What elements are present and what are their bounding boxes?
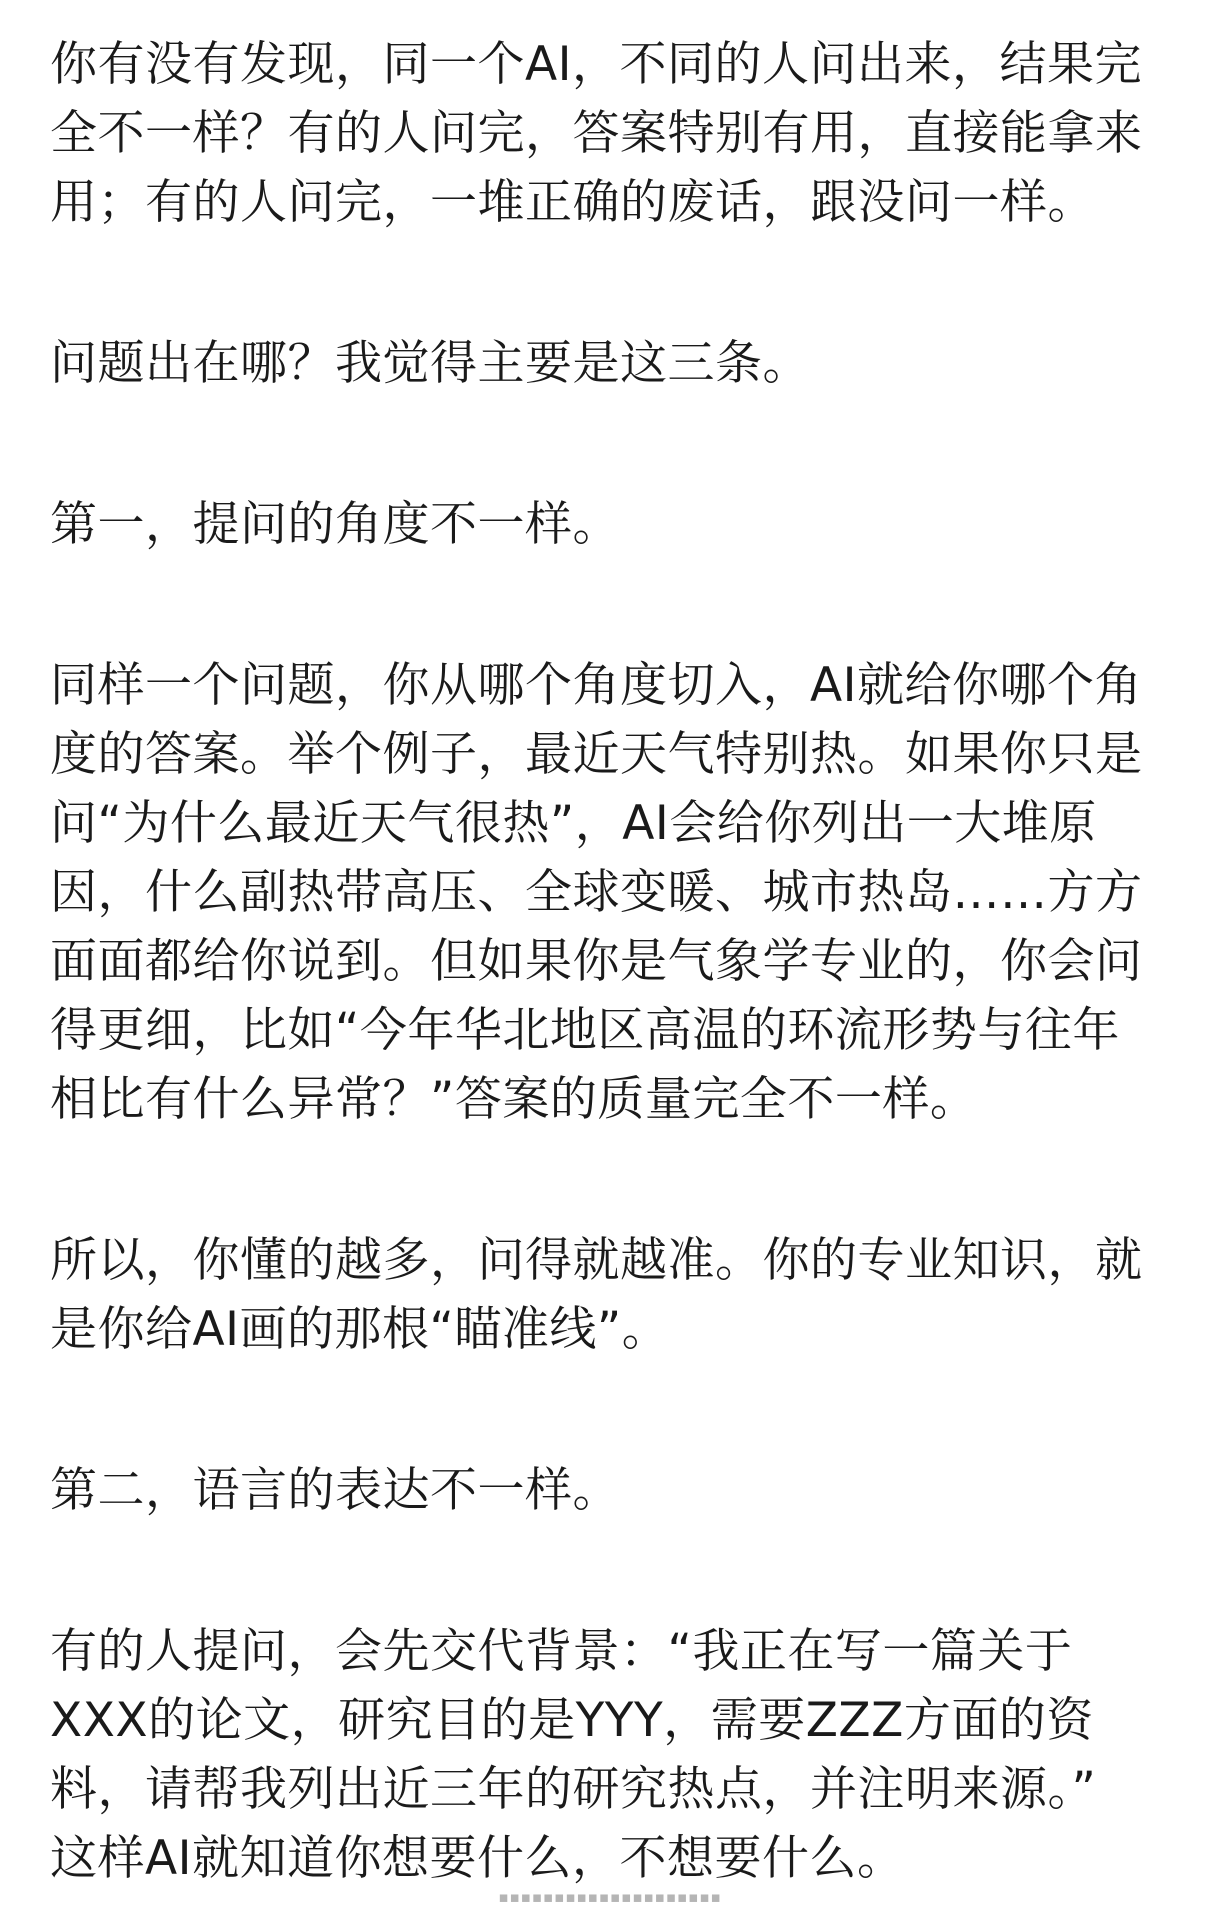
watermark-strip: ▪▪▪▪▪▪▪▪▪▪▪▪▪▪▪▪▪▪▪▪: [498, 1888, 722, 1906]
paragraph-question: 问题出在哪？我觉得主要是这三条。: [50, 336, 810, 391]
paragraph-intro: 你有没有发现，同一个AI，不同的人问出来，结果完 全不一样？有的人问完，答案特别有用，直接能拿来 用；有的人问完，一堆正确的废话，跟没问一样。: [50, 37, 1143, 230]
paragraph-point-two-heading: 第二，语言的表达不一样。: [50, 1463, 620, 1518]
article-body: [50, 30, 1180, 1893]
paragraph-point-one-summary: 所以，你懂的越多，问得就越准。你的专业知识，就 是你给AI画的那根“瞄准线”。: [50, 1233, 1143, 1357]
paragraph-point-one-body: 同样一个问题，你从哪个角度切入，AI就给你哪个角 度的答案。举个例子，最近天气特别热。如果你只是 问“为什么最近天气很热”，AI会给你列出一大堆原 因，什么副热带高压、全球变暖、城市热岛……方方 面面都给你说到。但如果你是气象学专业的，你会问 得更细，比如“今年华北地区高温的环流形势与往年 相比有什么异常？”答案的质量完全不一样。: [50, 658, 1143, 1127]
paragraph-point-two-body: 有的人提问，会先交代背景：“我正在写一篇关于 XXX的论文，研究目的是YYY，需要ZZZ方面的资 料，请帮我列出近三年的研究热点，并注明来源。” 这样AI就知道你想要什么，不想要什么。: [50, 1624, 1097, 1886]
watermark: [440, 1886, 780, 1908]
paragraph-point-one-heading: 第一，提问的角度不一样。: [50, 497, 620, 552]
